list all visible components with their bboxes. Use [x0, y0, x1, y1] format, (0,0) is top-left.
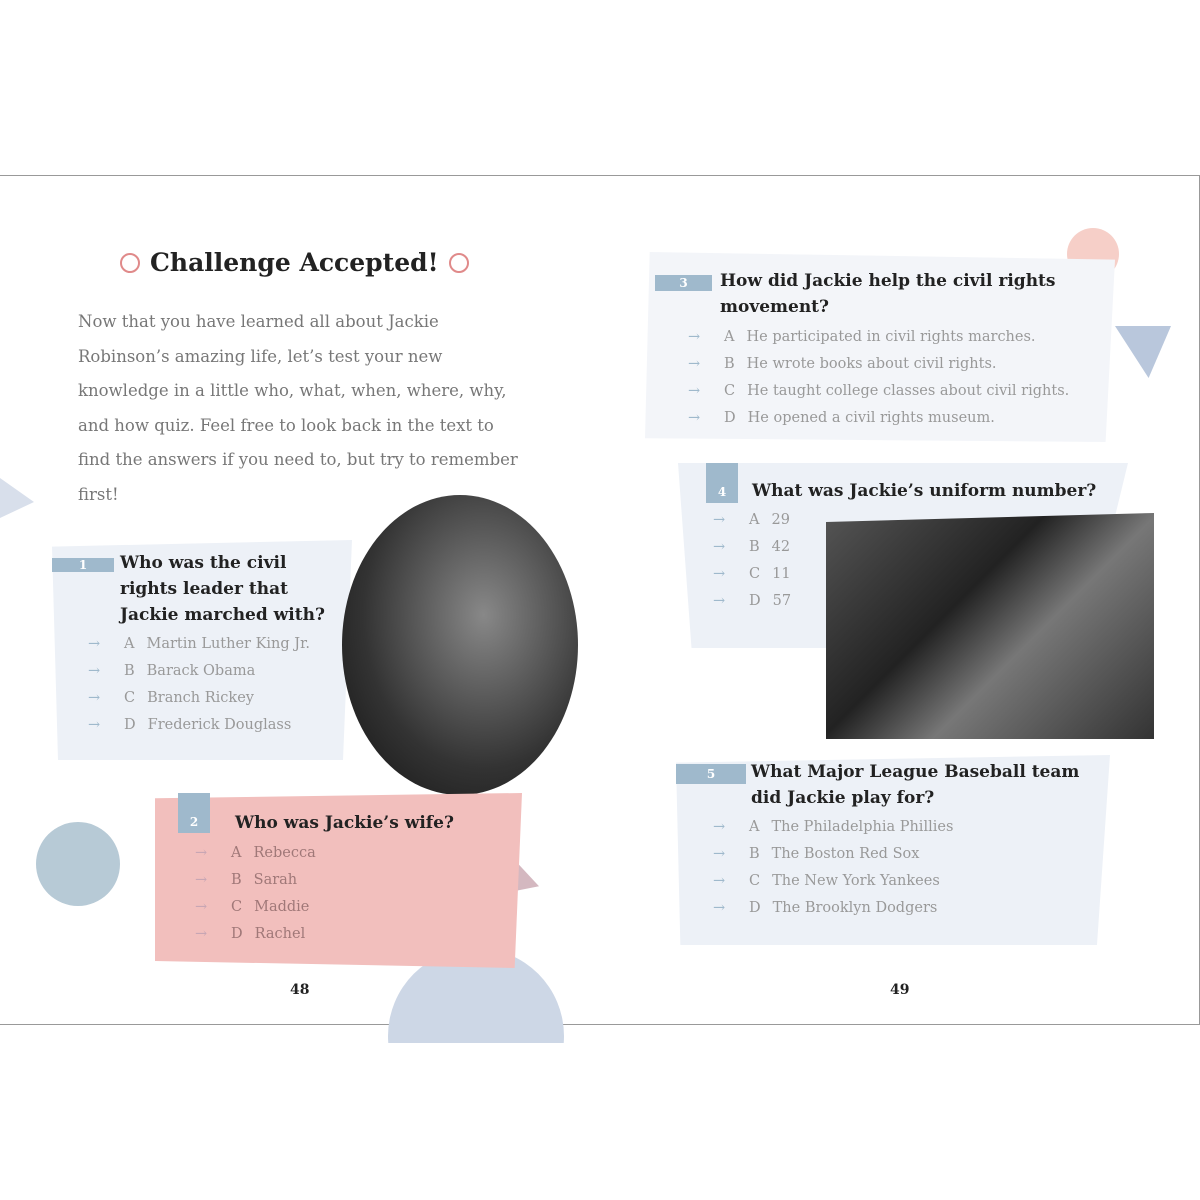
option[interactable]	[713, 868, 953, 895]
option[interactable]	[88, 631, 310, 658]
page-number-right: 49	[890, 982, 910, 998]
arrow-icon: →	[713, 900, 726, 916]
arrow-icon: →	[713, 593, 726, 609]
option-letter: A	[749, 819, 760, 835]
option-letter: D	[124, 717, 136, 733]
arrow-icon: →	[688, 383, 701, 399]
arrow-icon: →	[713, 512, 726, 528]
option[interactable]	[88, 685, 310, 712]
arrow-icon: →	[713, 566, 726, 582]
question-text: What Major League Baseball team did Jackie play for?	[751, 762, 1080, 808]
baseball-icon	[120, 253, 140, 273]
options-list	[688, 324, 1069, 432]
arrow-icon: →	[195, 899, 208, 915]
option-text: Martin Luther King Jr.	[146, 636, 311, 652]
option-text: The New York Yankees	[772, 873, 940, 889]
option-letter: C	[749, 566, 761, 582]
option-text: The Brooklyn Dodgers	[772, 900, 938, 916]
option[interactable]	[688, 405, 1069, 432]
title-text: Challenge Accepted!	[150, 248, 439, 277]
option[interactable]	[88, 658, 310, 685]
option[interactable]	[688, 324, 1069, 351]
option-letter: A	[724, 329, 735, 345]
arrow-icon: →	[88, 717, 101, 733]
question-number: 1	[52, 558, 114, 572]
option-text: 42	[771, 539, 791, 555]
option-text: 57	[772, 593, 792, 609]
option-letter: C	[724, 383, 736, 399]
baseball-icon	[449, 253, 469, 273]
arrow-icon: →	[688, 356, 701, 372]
arrow-icon: →	[688, 410, 701, 426]
arrow-icon: →	[713, 846, 726, 862]
question-text: Who was the civil rights leader that Jackie marched with?	[120, 553, 325, 625]
option-text: Rachel	[254, 926, 306, 942]
option-text: 11	[772, 566, 791, 582]
options-list	[88, 631, 310, 739]
option[interactable]	[195, 840, 316, 867]
option[interactable]	[713, 895, 953, 922]
option-text: The Boston Red Sox	[771, 846, 920, 862]
option-letter: B	[749, 846, 760, 862]
option-text: Maddie	[254, 899, 310, 915]
option[interactable]	[195, 894, 316, 921]
deco-semicircle-blue	[388, 948, 564, 1124]
option-text: He wrote books about civil rights.	[746, 356, 997, 372]
option-text: Branch Rickey	[147, 690, 254, 706]
option[interactable]	[713, 561, 791, 588]
question-text: How did Jackie help the civil rights movement?	[720, 271, 1056, 317]
option-text: He opened a civil rights museum.	[747, 410, 995, 426]
option-letter: A	[231, 845, 242, 861]
arrow-icon: →	[195, 845, 208, 861]
option-text: He participated in civil rights marches.	[746, 329, 1036, 345]
question-number: 2	[178, 793, 210, 833]
option[interactable]	[195, 921, 316, 948]
arrow-icon: →	[713, 539, 726, 555]
option-text: Barack Obama	[146, 663, 256, 679]
option-text: He taught college classes about civil rights.	[747, 383, 1070, 399]
option-letter: B	[124, 663, 135, 679]
option-text: Frederick Douglass	[147, 717, 292, 733]
arrow-icon: →	[713, 873, 726, 889]
option-letter: A	[124, 636, 135, 652]
arrow-icon: →	[88, 663, 101, 679]
option-letter: D	[724, 410, 736, 426]
page-title	[120, 248, 469, 277]
question-text: Who was Jackie’s wife?	[235, 813, 454, 833]
option-letter: B	[231, 872, 242, 888]
option[interactable]	[713, 841, 953, 868]
option-letter: D	[231, 926, 243, 942]
question-number: 3	[655, 275, 712, 291]
options-list	[713, 507, 791, 615]
question-number: 4	[706, 463, 738, 503]
options-list	[713, 814, 953, 922]
option-letter: B	[749, 539, 760, 555]
arrow-icon: →	[88, 690, 101, 706]
option[interactable]	[688, 378, 1069, 405]
option-letter: C	[749, 873, 761, 889]
option-text: Sarah	[253, 872, 298, 888]
option-letter: B	[724, 356, 735, 372]
option[interactable]	[713, 588, 791, 615]
option-text: Rebecca	[253, 845, 316, 861]
arrow-icon: →	[688, 329, 701, 345]
question-number: 5	[676, 764, 746, 784]
option-letter: C	[231, 899, 243, 915]
option-letter: D	[749, 900, 761, 916]
arrow-icon: →	[88, 636, 101, 652]
option[interactable]	[688, 351, 1069, 378]
option-letter: D	[749, 593, 761, 609]
question-text: What was Jackie’s uniform number?	[752, 481, 1097, 501]
option-letter: C	[124, 690, 136, 706]
jackie-robinson-batting-photo	[342, 495, 578, 795]
page-number-left: 48	[290, 982, 310, 998]
option-text: 29	[771, 512, 790, 528]
arrow-icon: →	[195, 872, 208, 888]
options-list	[195, 840, 316, 948]
option-text: The Philadelphia Phillies	[771, 819, 954, 835]
deco-circle-blue	[36, 822, 120, 906]
option-letter: A	[749, 512, 760, 528]
option[interactable]	[713, 534, 791, 561]
arrow-icon: →	[195, 926, 208, 942]
option[interactable]	[713, 814, 953, 841]
intro-paragraph: Now that you have learned all about Jackie Robinson’s amazing life, let’s test your new knowledge in a little who, what, when, where, why, and how quiz. Feel free to look back in the text to find the answers if you need to, but try to remember first!	[78, 312, 518, 504]
option[interactable]	[88, 712, 310, 739]
option[interactable]	[195, 867, 316, 894]
option[interactable]	[713, 507, 791, 534]
autograph-crowd-photo	[826, 513, 1154, 739]
arrow-icon: →	[713, 819, 726, 835]
